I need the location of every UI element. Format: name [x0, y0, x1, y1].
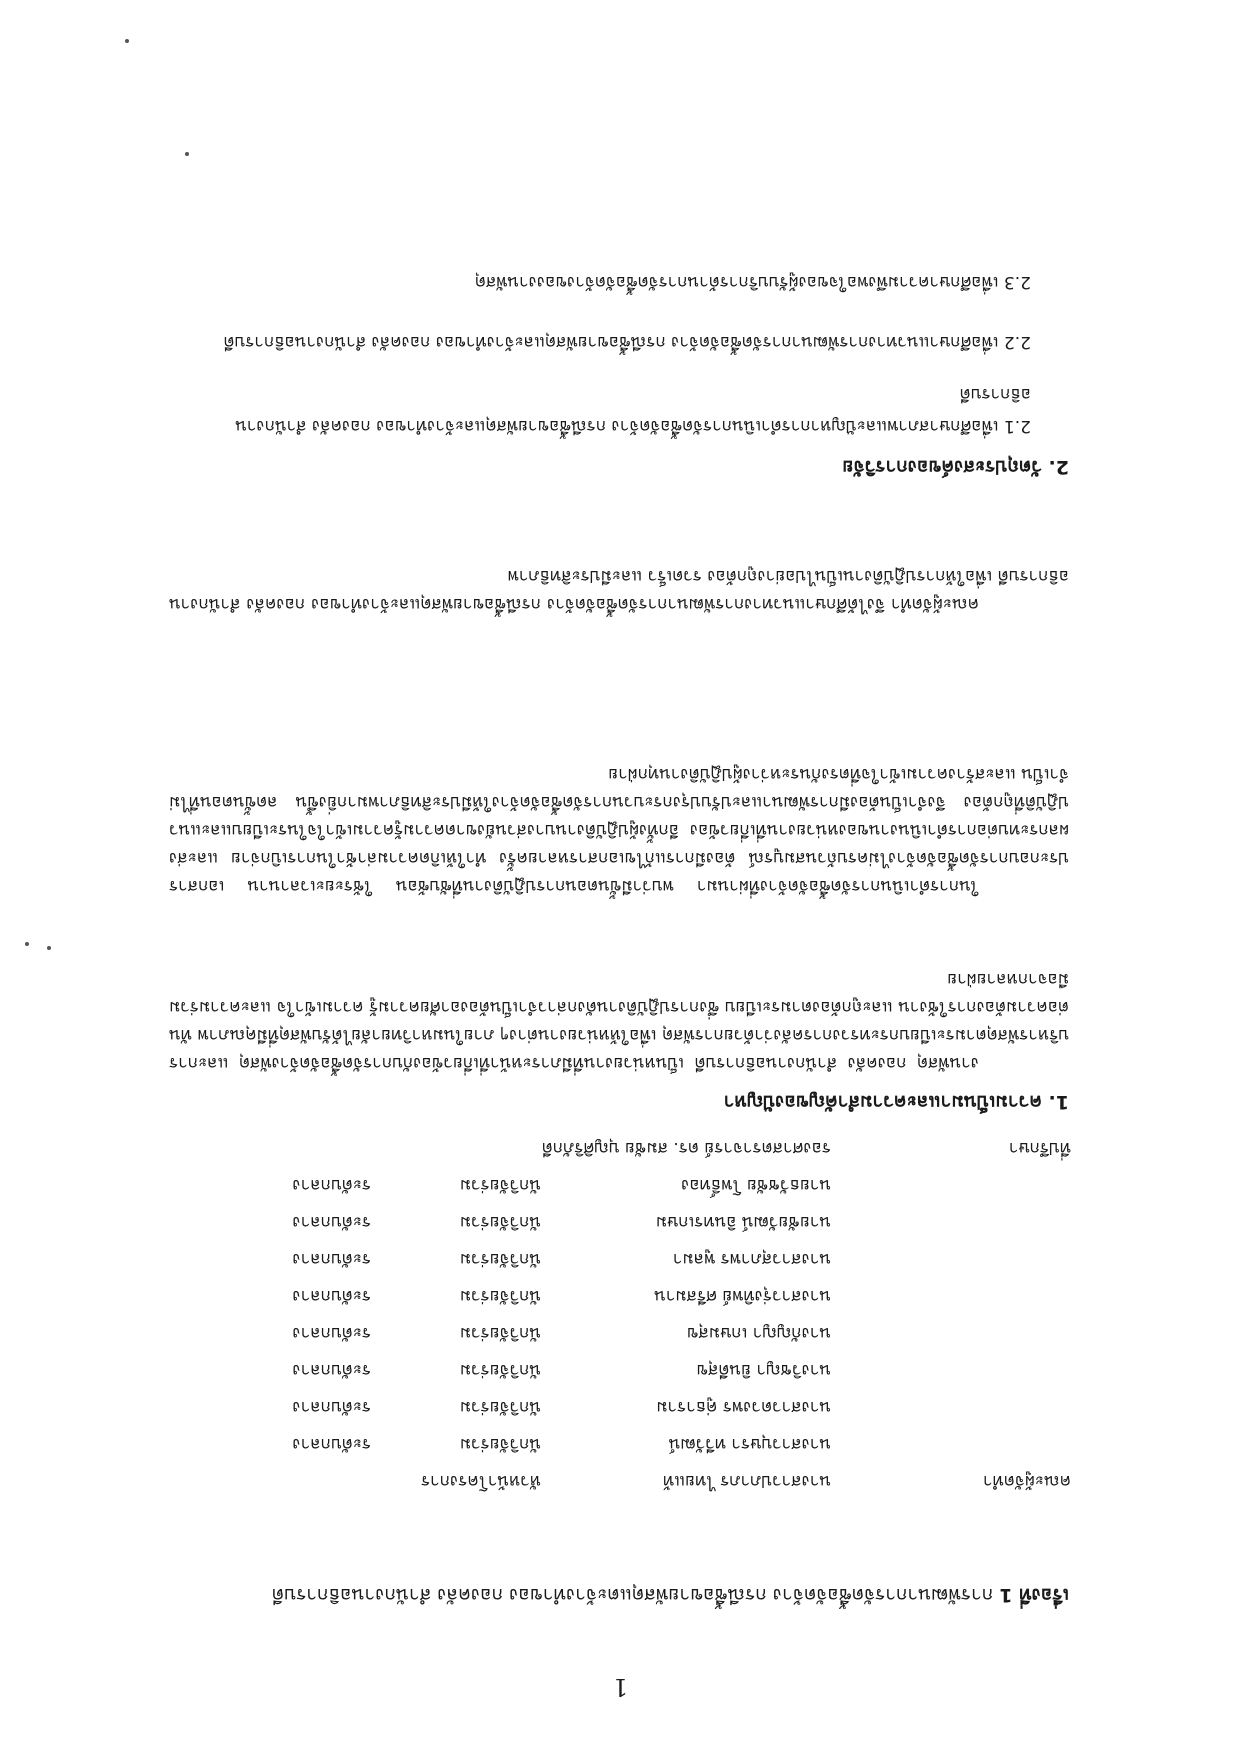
member-name: นางสาวสุภาพร พูลมา — [672, 1249, 831, 1269]
member-name: นางกัญญา เกษมสุข — [686, 1323, 831, 1343]
member-responsibility: ระดับกลาง — [292, 1212, 371, 1232]
advisor-row — [141, 1125, 1071, 1162]
member-position: นักวิจัยร่วม — [459, 1360, 541, 1380]
title-lead: เรื่องที่ 1 — [999, 1584, 1069, 1606]
section-heading: 1. ความเป็นมาและความสำคัญของปัญหา — [723, 1091, 1069, 1113]
committee-role-label: คณะผู้จัดทำ — [983, 1471, 1071, 1491]
member-position: นักวิจัยร่วม — [459, 1286, 541, 1306]
committee-row — [141, 1421, 1071, 1458]
committee-row — [141, 1199, 1071, 1236]
section-heading: 2. วัตถุประสงค์ของการวิจัย — [842, 456, 1069, 478]
member-position: นักวิจัยร่วม — [459, 1249, 541, 1269]
member-name: นางวิชญา ยินดีสุข — [696, 1360, 831, 1380]
committee-row — [141, 1310, 1071, 1347]
member-position: นักวิจัยร่วม — [459, 1175, 541, 1195]
member-position: นักวิจัยร่วม — [459, 1212, 541, 1232]
member-position: นักวิจัยร่วม — [459, 1434, 541, 1454]
committee-row — [141, 1273, 1071, 1310]
document-title — [149, 1578, 1069, 1612]
member-responsibility: ระดับกลาง — [292, 1434, 371, 1454]
objective-item: 2.1 เพื่อศึกษาสภาพและปัญหาการดำเนินการจัดซื้อจัดจ้าง กรณีซื้อขายพัสดุและจ้างทำของ กองคลัง สำนักงานอธิการบดี — [235, 384, 1031, 436]
member-responsibility: ระดับกลาง — [292, 1397, 371, 1417]
scan-speck — [47, 946, 51, 950]
member-position: นักวิจัยร่วม — [459, 1323, 541, 1343]
scan-speck — [125, 39, 129, 43]
member-responsibility: ระดับกลาง — [292, 1360, 371, 1380]
title-text: การพัฒนาการจัดซื้อจัดจ้าง กรณีซื้อขายพัสดุแตะจ้างทำของ กองคลัง สำนักงานอธิการบดี — [271, 1584, 994, 1606]
committee-row — [141, 1384, 1071, 1421]
scan-speck — [25, 942, 29, 946]
member-responsibility: ระดับกลาง — [292, 1286, 371, 1306]
member-name: นายธวัชชัย โพธิ์ทอง — [681, 1175, 831, 1195]
member-name: นางสาวบุษรา ทวีวัฒน์ — [668, 1434, 831, 1454]
committee-row — [141, 1236, 1071, 1273]
committee-table — [141, 1125, 1071, 1495]
objective-item: 2.3 เพื่อศึกษาความพึงพอใจของผู้รับบริการด้านการจัดซื้อจัดจ้างของงานพัสดุ — [474, 272, 1031, 292]
member-responsibility: ระดับกลาง — [292, 1249, 371, 1269]
member-name: นางสาวรุ่งทิพย์ ศรีสมาน — [654, 1286, 831, 1306]
member-responsibility: ระดับกลาง — [292, 1323, 371, 1343]
paragraph: งานพัสดุ กองคลัง สำนักงานอธิการบดี เป็นหน่วยงานที่มีภาระหน้าที่เกี่ยวข้องกับการจัดซื้อจัดจ้างพัสดุ และการบริหารพัสดุตามระเบียบกระทรวงการคลังว่าด้วยการพัสดุ เพื่อให้หน่วยงานต่างๆ ภายในมหาวิทยาลัยได้รับพัสดุที่มีคุณภาพ ทันต่อความต้องการใช้งาน และถูกต้องตามระเบียบ ซึ่งการปฏิบัติงานดังกล่าวจำเป็นต้องอาศัยความรู้ ความเข้าใจ และความร่วมมือจากหลายฝ่าย — [169, 969, 1069, 1073]
objective-item: 2.2 เพื่อศึกษาแนวทางการพัฒนาการจัดซื้อจัดจ้าง กรณีซื้อขายพัสดุและจ้างทำของ กองคลัง สำนักงานอธิการบดี — [223, 332, 1031, 352]
member-position: หัวหน้าโครงการ — [420, 1471, 541, 1491]
committee-row — [141, 1458, 1071, 1495]
committee-row — [141, 1162, 1071, 1199]
member-name: นางสาวปภาภร ไทยแท้ — [662, 1471, 831, 1491]
page-number: 1 — [612, 1673, 629, 1701]
member-position: นักวิจัยร่วม — [459, 1397, 541, 1417]
member-responsibility: ระดับกลาง — [292, 1175, 371, 1195]
member-name: นายชัยวัฒน์ อินทรเกษม — [655, 1212, 831, 1232]
member-name: นางสาวดวงพร คู่ธาราม — [656, 1397, 831, 1417]
paragraph: ในการดำเนินการจัดซื้อจัดจ้างที่ผ่านมา พบว่ามีขั้นตอนการปฏิบัติงานที่ซับซ้อน ใช้ระยะเวลานาน เอกสารประกอบการจัดซื้อจัดจ้างไม่ครบถ้วนสมบูรณ์ ต้องมีการแก้ไขเอกสารหลายครั้ง ทำให้เกิดความล่าช้าในการเบิกจ่าย และส่งผลกระทบต่อการดำเนินงานของหน่วยงานที่เกี่ยวข้อง อีกทั้งผู้ปฏิบัติงานบางส่วนยังขาดความรู้ความเข้าใจในระเบียบและแนวปฏิบัติที่ถูกต้อง จึงจำเป็นต้องมีการพัฒนาและปรับปรุงกระบวนการจัดซื้อจัดจ้างให้มีประสิทธิภาพมากยิ่งขึ้น ลดขั้นตอนที่ไม่จำเป็น และสร้างความเข้าใจที่ตรงกันระหว่างผู้ปฏิบัติงานทุกฝ่าย — [169, 764, 1069, 896]
advisor-label: ที่ปรึกษา — [1008, 1138, 1071, 1158]
scan-speck — [185, 152, 189, 156]
committee-row — [141, 1347, 1071, 1384]
paragraph: คณะผู้จัดทำ จึงได้ศึกษาแนวทางการพัฒนาการจัดซื้อจัดจ้าง กรณีซื้อขายพัสดุและจ้างทำของ กองคลัง สำนักงานอธิการบดี เพื่อให้การปฏิบัติงานเป็นไปอย่างถูกต้อง รวดเร็ว และมีประสิทธิภาพ — [169, 566, 1069, 614]
advisor-name: รองศาสตราจารย์ ดร. สมชัย บุญศิริภักดี — [541, 1138, 831, 1158]
